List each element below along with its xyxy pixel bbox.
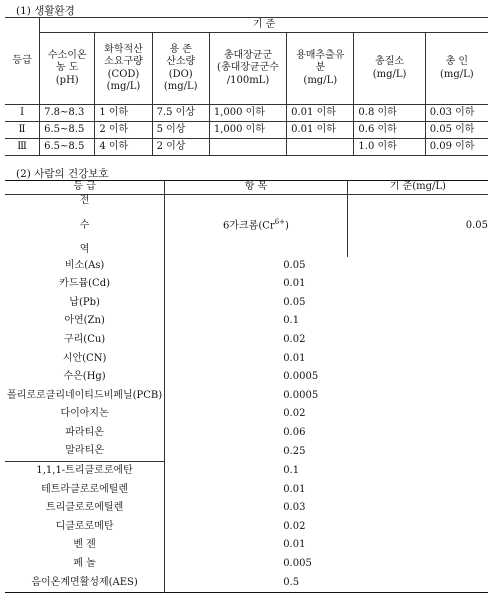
item-cell: 1,1,1-트리클로로에탄 [5, 462, 165, 481]
living-environment-table [5, 17, 488, 156]
table-row [5, 368, 488, 387]
value-cell: 7.8~8.3 [40, 105, 95, 122]
value-cell: 0.01 [283, 483, 306, 495]
item-cell: 음이온계면활성제(AES) [5, 574, 165, 593]
table-row [5, 312, 488, 331]
table-row [5, 257, 488, 276]
value-hexavalent-chromium: 0.05 [465, 219, 488, 231]
column-header-3 [209, 33, 286, 105]
table-row [5, 139, 488, 156]
value-cell: 2 이하 [95, 122, 152, 139]
value-cell: 0.06 [283, 426, 306, 438]
grade-cell: Ⅰ [5, 105, 40, 122]
value-cell [209, 139, 286, 156]
column-header-line: (COD) [107, 68, 140, 80]
value-cell: 0.005 [283, 558, 312, 570]
value-cell: 0.02 [283, 520, 306, 532]
cr-label: 6가크롬(Cr [223, 220, 275, 232]
column-header-line: (DO) [168, 68, 193, 80]
table-row [5, 499, 488, 518]
value-cell: 0.02 [283, 408, 306, 420]
table-row [5, 424, 488, 443]
table-row [5, 387, 488, 406]
table-row [5, 442, 488, 461]
column-header-6 [425, 33, 488, 105]
criteria-column-header: 기 준(mg/L) [347, 181, 488, 195]
value-cell: 0.01 이하 [287, 122, 354, 139]
column-header-line: (pH) [55, 74, 79, 86]
section-title-health-protection: (2) 사람의 건강보호 [16, 168, 109, 180]
column-header-line: 총 인 [445, 56, 469, 67]
table-row [5, 518, 488, 537]
item-cell: 폴리로로클리네이티드비페닐(PCB) [5, 387, 165, 406]
value-cell [287, 139, 354, 156]
value-cell: 0.25 [283, 445, 306, 457]
item-cell: 테트라클로로에틸렌 [5, 481, 165, 500]
value-cell: 0.01 [283, 278, 306, 290]
item-hexavalent-chromium [165, 195, 348, 257]
item-cell: 파라티온 [5, 424, 165, 443]
table-row [5, 462, 488, 481]
value-cell: 4 이하 [95, 139, 152, 156]
value-cell: 1 이하 [95, 105, 152, 122]
column-header-line: /100mL) [226, 74, 270, 86]
table-row [5, 122, 488, 139]
table-row [5, 349, 488, 368]
item-cell: 다이아지논 [5, 405, 165, 424]
value-cell: 0.01 [283, 352, 306, 364]
column-header-line: 용매추출유 [296, 49, 345, 61]
table-row [5, 275, 488, 294]
value-cell: 6.5~8.5 [40, 122, 95, 139]
item-cell: 트리클로로에틸렌 [5, 499, 165, 518]
value-cell: 0.1 [283, 464, 300, 476]
column-header-line: 총대장균군 [223, 49, 273, 61]
value-cell: 6.5~8.5 [40, 139, 95, 156]
item-cell: 말라티온 [5, 442, 165, 461]
value-cell: 0.03 [283, 502, 306, 514]
column-header-5 [354, 33, 425, 105]
grade-cell: Ⅲ [5, 139, 40, 156]
value-cell: 7.5 이상 [152, 105, 209, 122]
column-header-line: (mg/L) [372, 68, 407, 80]
grade-char: 역 [79, 244, 90, 255]
item-cell: 비소(As) [5, 257, 165, 276]
value-cell: 0.05 이하 [425, 122, 488, 139]
item-cell: 납(Pb) [5, 294, 165, 313]
column-header-line: 총질소 [375, 56, 405, 67]
grade-all-waters [5, 195, 165, 257]
cr-close: ) [285, 220, 289, 232]
column-header-line: (mg/L) [439, 68, 474, 80]
grade-char: 수 [79, 219, 90, 231]
value-cell: 0.0005 [283, 371, 319, 383]
value-cell: 0.0005 [283, 389, 319, 401]
column-header-line: (mg/L) [163, 81, 198, 92]
table-row [5, 481, 488, 500]
item-cell: 벤 젠 [5, 536, 165, 555]
column-header-line: 화학적산 [104, 43, 143, 55]
item-cell: 구리(Cu) [5, 331, 165, 350]
value-cell: 0.1 [283, 315, 300, 327]
column-header-line: 농 도 [56, 62, 79, 74]
value-cell: 0.05 [283, 259, 306, 271]
value-cell: 0.5 [283, 576, 300, 588]
column-header-line: (총대장균군수 [217, 62, 279, 74]
table-row [5, 536, 488, 555]
table-row [5, 331, 488, 350]
grade-column-header: 등 급 [5, 181, 165, 195]
value-cell: 0.03 이하 [425, 105, 488, 122]
value-cell: 0.05 [283, 296, 306, 308]
table-row [5, 105, 488, 122]
column-header-line: 소요구량 [104, 56, 143, 67]
column-header-2 [152, 33, 209, 105]
value-cell: 2 이상 [152, 139, 209, 156]
column-header-line: 분 [315, 62, 326, 74]
item-cell: 카드뮴(Cd) [5, 275, 165, 294]
value-cell: 0.09 이하 [425, 139, 488, 156]
grade-cell: Ⅱ [5, 122, 40, 139]
criteria-header: 기 준 [40, 18, 488, 33]
value-cell: 0.02 [283, 333, 306, 345]
item-column-header: 항 목 [165, 181, 348, 195]
column-header-line: 산소량 [166, 56, 196, 67]
table-row [5, 294, 488, 313]
column-header-1 [95, 33, 152, 105]
value-cell: 0.01 이하 [287, 105, 354, 122]
item-cell: 수은(Hg) [5, 368, 165, 387]
table-row [5, 405, 488, 424]
item-cell: 페 놀 [5, 555, 165, 574]
column-header-line: 수소이온 [47, 49, 87, 61]
value-cell: 5 이상 [152, 122, 209, 139]
value-cell: 1,000 이하 [209, 122, 286, 139]
value-cell: 0.01 [283, 539, 306, 551]
item-cell: 시안(CN) [5, 349, 165, 368]
health-protection-table [5, 180, 488, 593]
column-header-4 [287, 33, 354, 105]
column-header-line: 용 존 [169, 43, 192, 55]
grade-header: 등급 [5, 18, 40, 105]
cr-superscript: 6+ [274, 218, 286, 227]
value-cell: 1,000 이하 [209, 105, 286, 122]
item-cell: 아연(Zn) [5, 312, 165, 331]
section-title-living-environment: (1) 생활환경 [16, 5, 75, 17]
value-cell: 0.8 이하 [354, 105, 425, 122]
column-header-0 [40, 33, 95, 105]
value-cell: 1.0 이하 [354, 139, 425, 156]
column-header-line: (mg/L) [106, 81, 141, 92]
value-cell: 0.6 이하 [354, 122, 425, 139]
table-row [5, 574, 488, 593]
column-header-line: (mg/L) [303, 74, 338, 86]
table-row [5, 555, 488, 574]
item-cell: 디클로로메탄 [5, 518, 165, 537]
grade-char: 전 [79, 195, 90, 206]
